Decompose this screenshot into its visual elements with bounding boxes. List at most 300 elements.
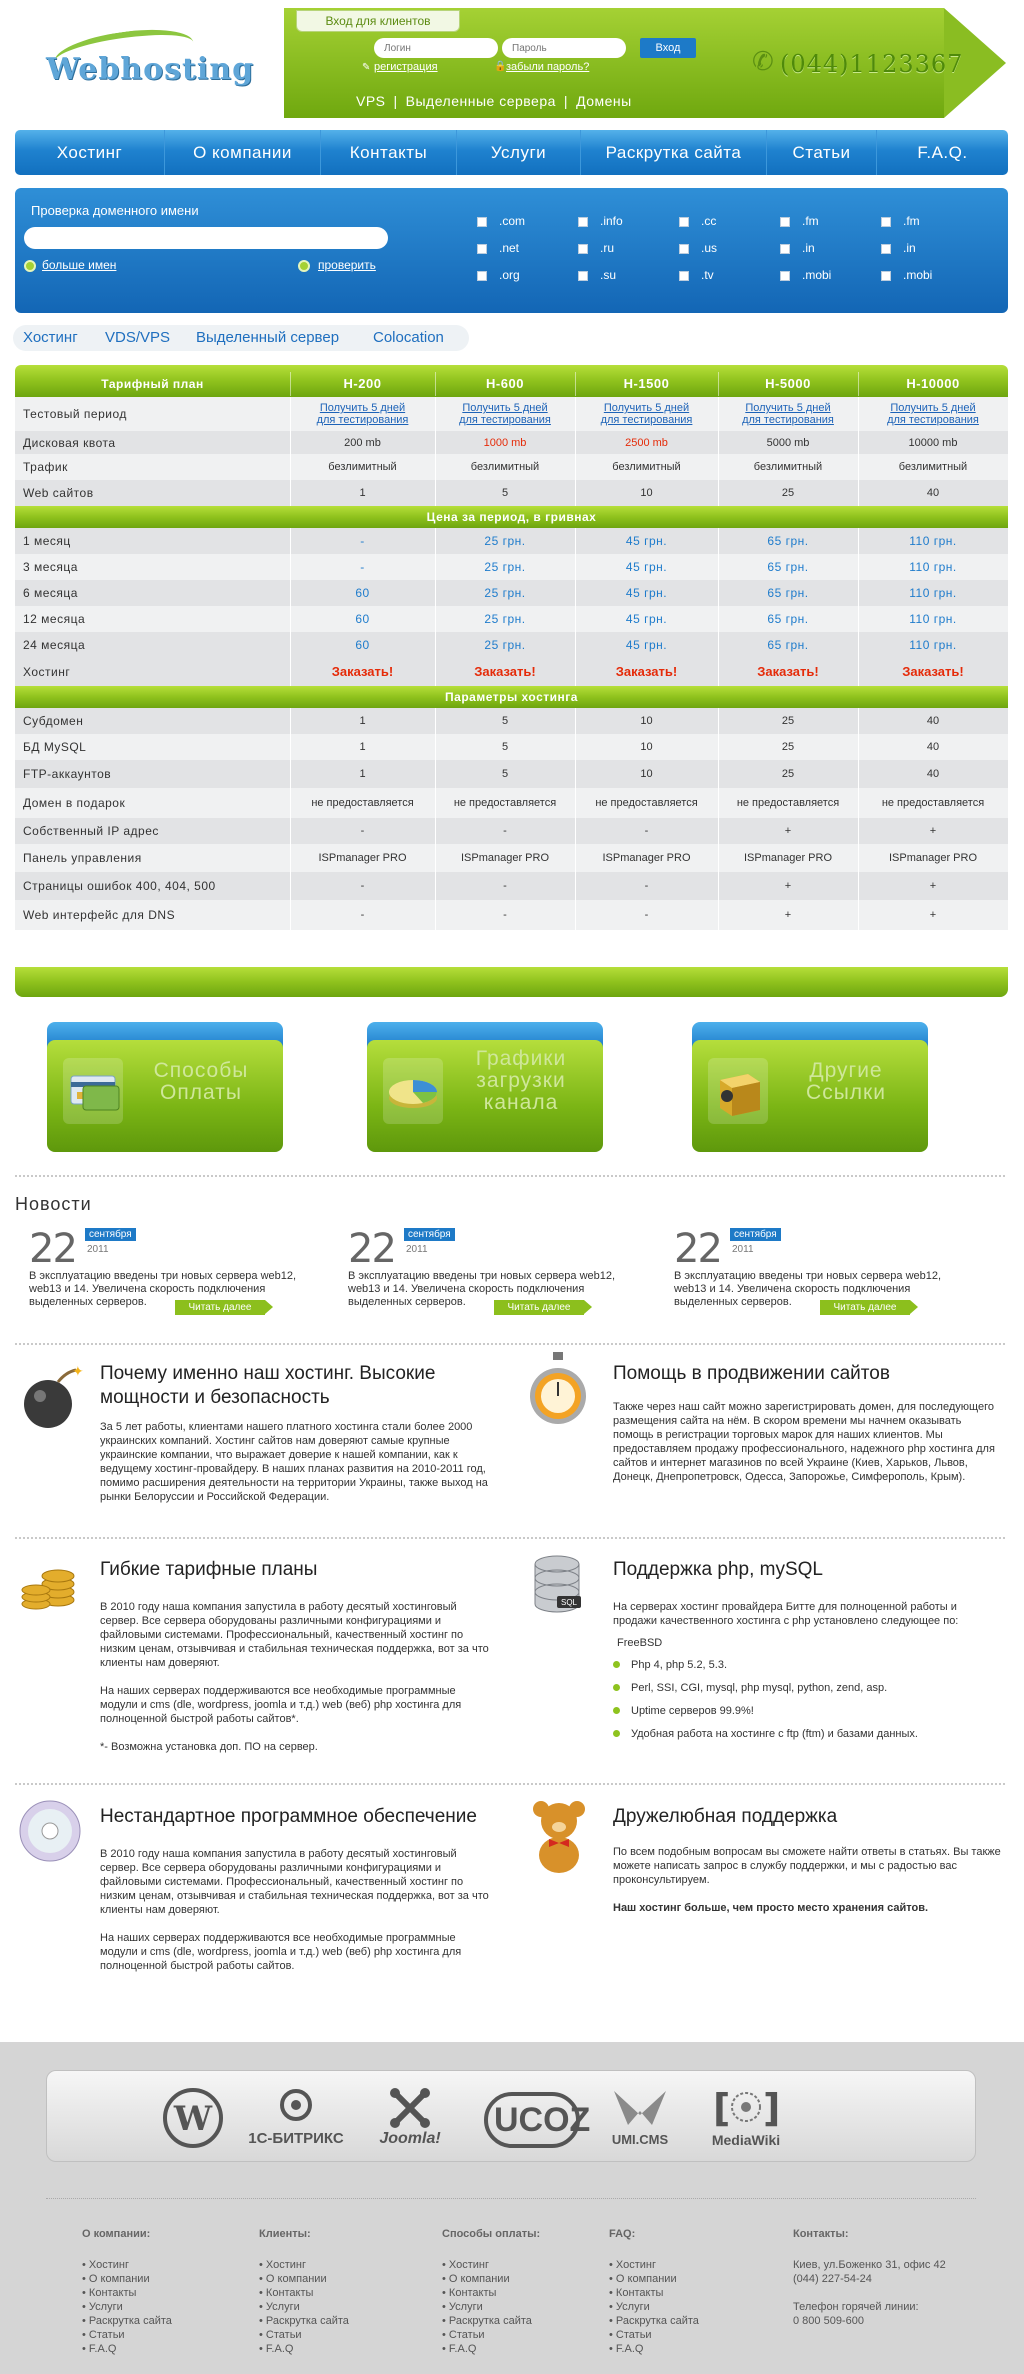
checkbox[interactable] bbox=[881, 244, 891, 254]
table-cell: 60 bbox=[355, 638, 370, 652]
row-label: Собственный IP адрес bbox=[23, 824, 159, 838]
footer-link-label: Раскрутка сайта bbox=[88, 2315, 172, 2327]
column-header: H-200 bbox=[343, 376, 382, 391]
table-cell bbox=[718, 658, 858, 686]
test-link-line: Получить 5 дней bbox=[745, 402, 831, 414]
tld-label: .su bbox=[600, 268, 617, 282]
tab-hosting[interactable]: Хостинг bbox=[23, 329, 78, 346]
test-link-line: для тестирования bbox=[459, 414, 551, 426]
mediawiki-label: MediaWiki bbox=[711, 2132, 781, 2148]
footer-link-label: Контакты bbox=[615, 2287, 664, 2299]
promo-other-links[interactable] bbox=[692, 1022, 928, 1152]
tld-label: .info bbox=[600, 214, 623, 228]
nav-about[interactable]: О компании bbox=[165, 130, 321, 175]
tld-option[interactable] bbox=[477, 214, 525, 228]
news-day: 22 bbox=[29, 1226, 76, 1272]
footer-link-label: О компании bbox=[448, 2273, 510, 2285]
table-cell: безлимитный bbox=[898, 461, 968, 473]
table-row bbox=[15, 734, 1008, 760]
row-label: Домен в подарок bbox=[23, 796, 126, 810]
login-input[interactable] bbox=[374, 38, 498, 58]
footer-column-heading: О компании: bbox=[82, 2228, 151, 2240]
divider bbox=[15, 1175, 1005, 1177]
table-cell: - bbox=[644, 880, 649, 892]
table-cell: 25 грн. bbox=[484, 612, 526, 626]
footer-column bbox=[442, 2228, 540, 2356]
news-item bbox=[660, 1226, 960, 1326]
nav-promotion[interactable]: Раскрутка сайта bbox=[581, 130, 767, 175]
table-cell: 1000 mb bbox=[483, 436, 527, 449]
footer-link[interactable] bbox=[259, 2258, 349, 2272]
footer-link[interactable] bbox=[259, 2300, 349, 2314]
table-cell: 1 bbox=[359, 715, 366, 727]
feature-paragraph: По всем подобным вопросам вы сможете найти ответы в статьях. Вы также можете написать запрос в службу поддержки, и мы с радостью вас проконсультируем. bbox=[613, 1846, 1001, 1886]
check-icon bbox=[298, 260, 310, 272]
bullet-icon: • bbox=[82, 2273, 89, 2285]
tld-option[interactable] bbox=[881, 268, 932, 282]
feature-text bbox=[613, 1600, 1003, 1750]
table-cell: не предоставляется bbox=[453, 797, 557, 809]
promo-payment-line1: Способы bbox=[153, 1059, 249, 1082]
footer-link[interactable] bbox=[82, 2258, 172, 2272]
footer-link-label: Раскрутка сайта bbox=[265, 2315, 349, 2327]
bullet-icon: • bbox=[609, 2273, 616, 2285]
table-cell: - bbox=[360, 909, 365, 921]
footer-link[interactable] bbox=[442, 2272, 540, 2286]
tld-option[interactable] bbox=[578, 241, 614, 255]
bullet-icon: • bbox=[259, 2287, 266, 2299]
joomla-label: Joomla! bbox=[379, 2130, 441, 2147]
tld-label: .ru bbox=[600, 241, 615, 255]
promo-traffic-charts[interactable] bbox=[367, 1022, 603, 1152]
footer-link-label: Контакты bbox=[88, 2287, 137, 2299]
tld-label: .mobi bbox=[802, 268, 832, 282]
bullet-icon: • bbox=[82, 2343, 89, 2355]
feature-title: Нестандартное программное обеспечение bbox=[100, 1806, 477, 1827]
read-more-button[interactable]: Читать далее bbox=[820, 1300, 910, 1315]
feature-text bbox=[613, 1845, 1003, 1915]
divider bbox=[15, 1783, 1005, 1785]
footer-link[interactable] bbox=[259, 2314, 349, 2328]
divider bbox=[15, 1537, 1005, 1539]
footer-link[interactable] bbox=[609, 2272, 699, 2286]
wordpress-logo-icon[interactable] bbox=[162, 2087, 224, 2157]
checkbox[interactable] bbox=[477, 217, 487, 227]
table-row bbox=[15, 708, 1008, 734]
table-row bbox=[15, 431, 1008, 454]
joomla-logo[interactable] bbox=[362, 2085, 458, 2155]
feature-list bbox=[613, 1658, 1003, 1741]
table-cell bbox=[575, 658, 718, 686]
table-cell bbox=[858, 397, 1008, 431]
nav-contacts[interactable]: Контакты bbox=[321, 130, 457, 175]
checkbox[interactable] bbox=[578, 217, 588, 227]
table-cell bbox=[858, 658, 1008, 686]
bullet-icon: • bbox=[609, 2259, 616, 2271]
table-cell: 25 bbox=[781, 741, 795, 753]
nav-articles[interactable]: Статьи bbox=[767, 130, 877, 175]
feature-title: Гибкие тарифные планы bbox=[100, 1559, 318, 1580]
tld-label: .tv bbox=[701, 268, 714, 282]
footer-link[interactable] bbox=[82, 2314, 172, 2328]
stopwatch-icon bbox=[527, 1352, 587, 1416]
feature-friendly-support bbox=[527, 1797, 1001, 1997]
table-cell: 40 bbox=[926, 715, 940, 727]
feature-paragraph: На серверах хостинг провайдера Битте для полноценной работы и продажи качественного хостинга с php установлено следующее по: bbox=[613, 1601, 959, 1627]
feature-title: Помощь в продвижении сайтов bbox=[613, 1363, 890, 1384]
bullet-icon: • bbox=[609, 2343, 616, 2355]
tld-option[interactable] bbox=[679, 214, 716, 228]
tld-option[interactable] bbox=[881, 241, 916, 255]
footer-link[interactable] bbox=[82, 2272, 172, 2286]
table-cell: + bbox=[929, 880, 937, 892]
main-nav bbox=[15, 130, 1008, 175]
bullet-icon: • bbox=[82, 2315, 89, 2327]
footer-link[interactable] bbox=[82, 2286, 172, 2300]
checkbox[interactable] bbox=[679, 217, 689, 227]
more-names-link[interactable]: больше имен bbox=[42, 258, 117, 272]
footer-link[interactable] bbox=[259, 2272, 349, 2286]
bullet-icon: • bbox=[442, 2329, 449, 2341]
bitrix-label: 1С-БИТРИКС bbox=[248, 2130, 344, 2147]
table-cell: - bbox=[360, 880, 365, 892]
checkbox[interactable] bbox=[578, 271, 588, 281]
check-domain-link[interactable]: проверить bbox=[318, 258, 376, 272]
footer-link-label: Статьи bbox=[615, 2329, 652, 2341]
footer-link-label: Хостинг bbox=[615, 2259, 657, 2271]
footer-link[interactable] bbox=[442, 2258, 540, 2272]
column-header: H-5000 bbox=[765, 376, 811, 391]
checkbox[interactable] bbox=[780, 271, 790, 281]
tld-label: .mobi bbox=[903, 268, 933, 282]
bullet-icon: • bbox=[442, 2343, 449, 2355]
bullet-icon: • bbox=[609, 2329, 616, 2341]
footer-link[interactable] bbox=[82, 2342, 172, 2356]
news-text: В эксплуатацию введены три новых сервера web12, web13 и 14. Увеличена скорость подключения выделенных серверов. bbox=[29, 1270, 297, 1308]
footer-link[interactable] bbox=[259, 2328, 349, 2342]
table-cell: + bbox=[784, 880, 792, 892]
forgot-password-link[interactable]: забыли пароль? bbox=[506, 61, 590, 73]
login-button[interactable]: Вход bbox=[640, 38, 696, 58]
site-logo[interactable] bbox=[46, 30, 256, 100]
checkbox[interactable] bbox=[780, 244, 790, 254]
tld-option[interactable] bbox=[477, 241, 519, 255]
table-cell: ISPmanager PRO bbox=[743, 852, 833, 864]
footer-link-label: F.A.Q bbox=[615, 2343, 644, 2355]
test-link-line: для тестирования bbox=[316, 414, 409, 426]
table-cell: 40 bbox=[926, 487, 940, 499]
feature-os: FreeBSD bbox=[617, 1637, 663, 1649]
table-cell bbox=[290, 397, 435, 431]
footer-link[interactable] bbox=[609, 2314, 699, 2328]
footer-link-label: О компании bbox=[88, 2273, 150, 2285]
bullet-icon: • bbox=[259, 2315, 266, 2327]
tld-label: .cc bbox=[701, 214, 717, 228]
checkbox[interactable] bbox=[679, 244, 689, 254]
checkbox[interactable] bbox=[477, 244, 487, 254]
bullet-icon: • bbox=[259, 2343, 266, 2355]
table-cell: 1 bbox=[359, 487, 366, 499]
bullet-icon: • bbox=[82, 2259, 89, 2271]
footer-link-label: О компании bbox=[615, 2273, 677, 2285]
test-period-link[interactable] bbox=[459, 402, 551, 426]
tld-option[interactable] bbox=[780, 214, 819, 228]
table-cell: 10000 mb bbox=[908, 436, 958, 449]
tld-option[interactable] bbox=[780, 268, 831, 282]
read-more-button[interactable]: Читать далее bbox=[494, 1300, 584, 1315]
table-cell: ISPmanager PRO bbox=[888, 852, 978, 864]
order-row bbox=[15, 658, 1008, 686]
tld-option[interactable] bbox=[477, 268, 520, 282]
table-cell: 25 bbox=[781, 768, 795, 780]
table-cell: 45 грн. bbox=[625, 638, 668, 652]
checkbox[interactable] bbox=[881, 217, 891, 227]
phone-icon: ✆ bbox=[752, 46, 774, 76]
tld-option[interactable] bbox=[679, 268, 714, 282]
test-period-link[interactable] bbox=[742, 402, 834, 426]
footer-link[interactable] bbox=[609, 2342, 699, 2356]
footer-link[interactable] bbox=[442, 2328, 540, 2342]
ucoz-logo[interactable] bbox=[484, 2092, 591, 2162]
hosting-tabs bbox=[13, 325, 469, 351]
test-link-line: Получить 5 дней bbox=[603, 402, 690, 414]
feature-flexible-plans bbox=[18, 1550, 488, 1770]
table-cell: 25 грн. bbox=[484, 560, 526, 574]
table-cell: 10 bbox=[640, 741, 653, 753]
news-day: 22 bbox=[348, 1226, 395, 1272]
table-cell: 25 грн. bbox=[484, 534, 526, 548]
table-cell: - bbox=[360, 534, 365, 548]
bullet-icon: • bbox=[259, 2329, 266, 2341]
feature-security bbox=[18, 1362, 488, 1522]
table-cell: - bbox=[644, 909, 649, 921]
tld-option[interactable] bbox=[578, 214, 623, 228]
ucoz-label: UCOZ bbox=[484, 2092, 580, 2148]
plus-icon bbox=[24, 260, 36, 272]
order-button[interactable]: Заказать! bbox=[615, 664, 678, 679]
order-button[interactable]: Заказать! bbox=[757, 664, 819, 679]
feature-text bbox=[100, 1600, 490, 1754]
bullet-icon: • bbox=[442, 2273, 449, 2285]
table-cell: не предоставляется bbox=[881, 797, 985, 809]
table-cell: 40 bbox=[926, 768, 940, 780]
test-link-line: для тестирования bbox=[600, 414, 693, 426]
svg-text:✦: ✦ bbox=[72, 1363, 84, 1379]
table-cell: 65 грн. bbox=[767, 534, 809, 548]
table-cell: 25 bbox=[781, 487, 795, 499]
price-band: Цена за период, в гривнах bbox=[15, 506, 1008, 528]
bullet-icon: • bbox=[442, 2259, 449, 2271]
footer-link[interactable] bbox=[609, 2258, 699, 2272]
svg-text:W: W bbox=[173, 2099, 213, 2139]
svg-text:SQL: SQL bbox=[561, 1598, 578, 1607]
umicms-logo[interactable] bbox=[600, 2085, 680, 2155]
order-button[interactable]: Заказать! bbox=[331, 664, 394, 679]
footer-link-label: Хостинг bbox=[88, 2259, 130, 2271]
tld-option[interactable] bbox=[881, 214, 920, 228]
credit-card-icon bbox=[63, 1058, 123, 1124]
table-cell bbox=[290, 658, 435, 686]
test-period-link[interactable] bbox=[317, 402, 409, 426]
table-cell: + bbox=[929, 825, 937, 837]
table-cell: 25 грн. bbox=[484, 586, 526, 600]
domain-input[interactable] bbox=[24, 227, 388, 249]
checkbox[interactable] bbox=[679, 271, 689, 281]
column-header: H-600 bbox=[486, 376, 524, 391]
table-row bbox=[15, 760, 1008, 788]
footer-link[interactable] bbox=[259, 2286, 349, 2300]
bitrix-icon bbox=[276, 2085, 316, 2125]
test-period-link[interactable] bbox=[601, 402, 693, 426]
footer-contacts-heading: Контакты: bbox=[793, 2228, 849, 2240]
client-login-tab[interactable]: Вход для клиентов bbox=[296, 10, 460, 32]
footer-link[interactable] bbox=[442, 2286, 540, 2300]
footer-column bbox=[82, 2228, 172, 2356]
tab-dedicated[interactable]: Выделенный сервер bbox=[196, 329, 340, 346]
bullet-icon: • bbox=[442, 2301, 449, 2313]
table-cell: 60 bbox=[355, 586, 370, 600]
news-text: В эксплуатацию введены три новых сервера web12, web13 и 14. Увеличена скорость подключения выделенных серверов. bbox=[348, 1270, 616, 1308]
checkbox[interactable] bbox=[881, 271, 891, 281]
footer-link-label: Услуги bbox=[615, 2301, 650, 2313]
table-cell: 200 mb bbox=[344, 436, 381, 449]
feature-text: За 5 лет работы, клиентами нашего платного хостинга стали более 2000 украинских компаний. Хостинг сайтов нам доверяют самые крупные украинские компании, что выражает доверие к нашей компании, как к ведущему хостинг-провайдеру. В наших планах развития на 2010-2011 год, помимо расширения деятельности на территории Украины, также выход на рынки Белоруссии и Российской Федерации. bbox=[100, 1421, 488, 1503]
footer-link[interactable] bbox=[442, 2342, 540, 2356]
table-cell: 110 грн. bbox=[909, 638, 957, 652]
table-cell: 5 bbox=[501, 715, 509, 727]
table-cell: 1 bbox=[359, 768, 366, 780]
read-more-button[interactable]: Читать далее bbox=[175, 1300, 265, 1315]
table-row bbox=[15, 454, 1008, 480]
pie-chart-icon bbox=[383, 1058, 443, 1124]
footer-link[interactable] bbox=[82, 2328, 172, 2342]
footer-link-label: Контакты bbox=[265, 2287, 314, 2299]
feature-paragraph: На наших серверах поддерживаются все необходимые программные модули и cms (dle, wordpress, joomla и т.д.) web (веб) php хостинга для полноценной быстрой работы сайтов. bbox=[100, 1932, 462, 1972]
feature-paragraph: На наших серверах поддерживаются все необходимые программные модули и cms (dle, wordpress, joomla и т.д.) web (веб) php хостинга для полноценной быстрой работы сайтов*. bbox=[100, 1685, 462, 1725]
tab-vds[interactable]: VDS/VPS bbox=[105, 329, 171, 346]
footer-link[interactable] bbox=[442, 2314, 540, 2328]
bullet-icon: • bbox=[82, 2329, 89, 2341]
footer-address: Киев, ул.Боженко 31, офис 42 bbox=[793, 2259, 946, 2271]
row-label: 6 месяца bbox=[23, 586, 78, 600]
footer-column-heading: FAQ: bbox=[609, 2228, 636, 2240]
table-cell: безлимитный bbox=[753, 461, 823, 473]
tld-label: .com bbox=[499, 214, 526, 228]
table-cell: 25 bbox=[781, 715, 795, 727]
promo-payment[interactable] bbox=[47, 1022, 283, 1152]
footer-link-label: Услуги bbox=[448, 2301, 483, 2313]
header-link-dedicated[interactable]: Выделенные сервера bbox=[405, 93, 556, 109]
footer-link-label: Услуги bbox=[265, 2301, 300, 2313]
order-button[interactable]: Заказать! bbox=[902, 664, 964, 679]
checkbox[interactable] bbox=[578, 244, 588, 254]
table-cell bbox=[718, 397, 858, 431]
tab-colocation[interactable]: Colocation bbox=[373, 329, 444, 346]
header-link-vps[interactable]: VPS bbox=[356, 93, 386, 109]
table-cell: 110 грн. bbox=[909, 534, 957, 548]
footer-link-label: Хостинг bbox=[265, 2259, 307, 2271]
footer-column-heading: Способы оплаты: bbox=[442, 2228, 541, 2240]
row-label: Тестовый период bbox=[23, 407, 127, 421]
feature-promotion-help bbox=[527, 1352, 997, 1522]
tld-option[interactable] bbox=[679, 241, 717, 255]
tld-option[interactable] bbox=[780, 241, 815, 255]
footer-divider bbox=[46, 2198, 976, 2199]
header-link-domains[interactable]: Домены bbox=[576, 93, 632, 109]
teddy-bear-icon bbox=[527, 1797, 587, 1861]
bullet-icon: • bbox=[609, 2315, 616, 2327]
table-cell: безлимитный bbox=[470, 461, 540, 473]
news-year: 2011 bbox=[406, 1244, 428, 1255]
header-links: VPS | Выделенные сервера | Домены bbox=[356, 93, 632, 109]
table-cell: 25 грн. bbox=[484, 638, 526, 652]
checkbox[interactable] bbox=[477, 271, 487, 281]
table-cell: ISPmanager PRO bbox=[318, 852, 407, 864]
footer-link[interactable] bbox=[609, 2328, 699, 2342]
bitrix-logo[interactable] bbox=[246, 2085, 346, 2155]
test-period-row bbox=[15, 397, 1008, 431]
footer-link[interactable] bbox=[609, 2286, 699, 2300]
checkbox[interactable] bbox=[780, 217, 790, 227]
table-cell: 1 bbox=[359, 741, 366, 753]
test-period-link[interactable] bbox=[887, 402, 979, 426]
footer-link[interactable] bbox=[82, 2300, 172, 2314]
list-item: Php 4, php 5.2, 5.3. bbox=[613, 1658, 1003, 1672]
test-link-line: Получить 5 дней bbox=[890, 402, 976, 414]
table-cell: 65 грн. bbox=[767, 612, 809, 626]
mediawiki-logo[interactable] bbox=[698, 2085, 794, 2155]
table-cell: 45 грн. bbox=[625, 534, 668, 548]
order-button[interactable]: Заказать! bbox=[474, 664, 536, 679]
footer-column bbox=[609, 2228, 699, 2356]
row-label: 1 месяц bbox=[23, 534, 71, 548]
table-cell bbox=[435, 397, 575, 431]
nav-services[interactable]: Услуги bbox=[457, 130, 581, 175]
register-link[interactable]: регистрация bbox=[374, 61, 438, 73]
bullet-icon: • bbox=[442, 2287, 449, 2299]
footer-link[interactable] bbox=[442, 2300, 540, 2314]
nav-hosting[interactable]: Хостинг bbox=[15, 130, 165, 175]
footer-link[interactable] bbox=[259, 2342, 349, 2356]
column-header: H-1500 bbox=[623, 376, 670, 391]
table-cell: - bbox=[644, 825, 649, 837]
news-month: сентября bbox=[404, 1228, 455, 1241]
footer-link-label: F.A.Q bbox=[88, 2343, 117, 2355]
table-cell: 10 bbox=[640, 768, 653, 780]
table-cell: 5 bbox=[501, 768, 509, 780]
password-input[interactable] bbox=[502, 38, 626, 58]
svg-text:[: [ bbox=[713, 2086, 731, 2130]
footer-hotline: 0 800 509-600 bbox=[793, 2315, 864, 2327]
feature-note: *- Возможна установка доп. ПО на сервер. bbox=[100, 1741, 318, 1753]
table-cell: безлимитный bbox=[612, 461, 681, 473]
footer-link-label: Хостинг bbox=[448, 2259, 490, 2271]
test-link-line: для тестирования bbox=[742, 414, 834, 426]
database-icon bbox=[527, 1550, 587, 1614]
feature-paragraph: В 2010 году наша компания запустила в работу десятый хостинговый сервер. Все сервера оборудованы различными конфигурациями и файловыми системами. Профессиональный, качественный хостинг по низким ценам, отзывчивая и стабильная техническая поддержка, вот за что клиенты нам доверяют. bbox=[100, 1601, 489, 1669]
promo-traffic-line3: канала bbox=[483, 1091, 559, 1114]
list-item: Uptime серверов 99.9%! bbox=[613, 1704, 1003, 1718]
row-label: Web сайтов bbox=[23, 486, 94, 500]
footer-link[interactable] bbox=[609, 2300, 699, 2314]
news-month: сентября bbox=[85, 1228, 136, 1241]
table-cell: 110 грн. bbox=[909, 586, 957, 600]
bullet-icon: • bbox=[82, 2287, 89, 2299]
table-cell: 45 грн. bbox=[625, 612, 668, 626]
tld-option[interactable] bbox=[578, 268, 616, 282]
footer-link-label: F.A.Q bbox=[448, 2343, 477, 2355]
nav-faq[interactable]: F.A.Q. bbox=[917, 143, 968, 162]
